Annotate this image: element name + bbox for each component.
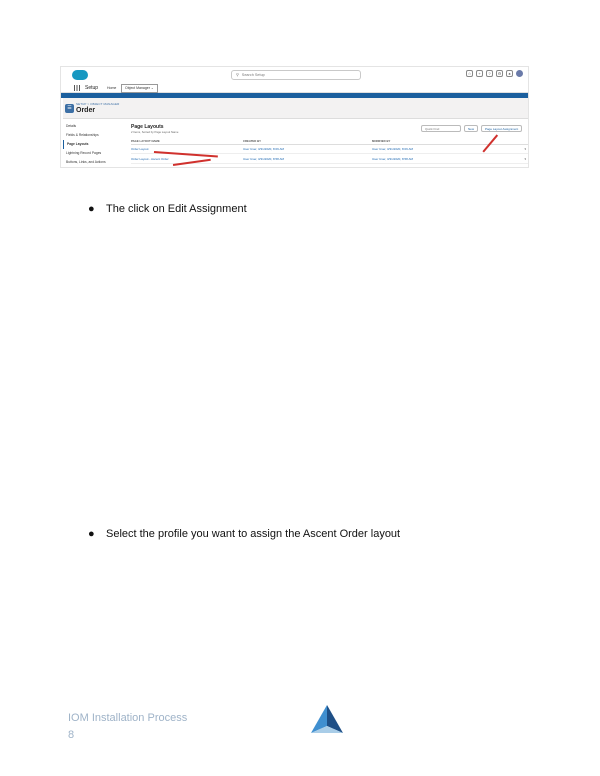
row-menu-icon[interactable]: ▾ [524, 157, 526, 161]
bullet-item [88, 528, 400, 540]
layers-icon: ☰ [65, 104, 74, 113]
layout-link[interactable]: Order Layout [131, 147, 149, 151]
new-button[interactable]: New [464, 125, 478, 132]
tab-object-manager[interactable] [121, 84, 158, 93]
app-nav [61, 83, 528, 93]
favorites-icon[interactable]: ☆ [467, 71, 472, 76]
sidebar-item-details[interactable]: Details [66, 124, 77, 128]
column-header[interactable]: MODIFIED BY [372, 139, 391, 143]
object-title: Order [76, 107, 96, 114]
bullet-text: The click on Edit Assignment [106, 203, 247, 215]
page-footer [68, 711, 187, 742]
bell-icon[interactable]: ♠ [506, 70, 513, 77]
sidebar-item-page-layouts[interactable]: Page Layouts [63, 140, 125, 149]
created-by[interactable]: User User, 3/31/2020, 8:58 AM [243, 157, 285, 161]
modified-by[interactable]: User User, 3/31/2020, 8:58 AM [372, 157, 414, 161]
panel-subtitle: 2 Items, Sorted by Page Layout Name [131, 130, 179, 134]
help-icon[interactable]: ? [486, 70, 493, 77]
bullet-item [88, 203, 247, 215]
app-launcher-icon[interactable] [74, 85, 80, 91]
bullet-text: Select the profile you want to assign the Ascent Order layout [106, 528, 401, 540]
object-header [63, 98, 528, 119]
layout-link[interactable]: Order Layout - Ascent Order [131, 157, 169, 161]
search-placeholder: Search Setup [241, 73, 265, 77]
company-logo [310, 704, 344, 734]
panel-title: Page Layouts [131, 124, 164, 130]
page-layout-assignment-button[interactable]: Page Layout Assignment [481, 125, 522, 132]
global-header [61, 67, 528, 83]
search-setup-input[interactable] [231, 70, 361, 80]
sidebar-item-fields[interactable]: Fields & Relationships [66, 133, 99, 137]
modified-by[interactable]: User User, 3/31/2020, 8:09 AM [372, 147, 414, 151]
avatar[interactable] [516, 70, 523, 77]
search-icon: ⚲ [236, 73, 239, 77]
sidebar-item-lightning-pages[interactable]: Lightning Record Pages [66, 151, 102, 155]
bullet-dot: ● [88, 528, 95, 540]
created-by[interactable]: User User, 3/31/2020, 8:09 AM [243, 147, 285, 151]
table-header [131, 138, 528, 145]
bullet-dot: ● [88, 203, 95, 215]
quick-find-input[interactable]: Quick Find [421, 125, 461, 132]
tab-object-manager-label: Object Manager [125, 86, 150, 90]
breadcrumb[interactable]: SETUP > OBJECT MANAGER [76, 102, 120, 106]
gear-icon[interactable]: ⚙ [497, 71, 502, 76]
row-menu-icon[interactable]: ▾ [524, 147, 526, 151]
sidebar [63, 122, 125, 167]
salesforce-screenshot [60, 66, 529, 168]
header-icons [466, 70, 523, 77]
add-icon[interactable]: + [476, 70, 483, 77]
footer-title: IOM Installation Process [68, 712, 188, 724]
column-header[interactable]: CREATED BY [243, 139, 261, 143]
tab-home[interactable]: Home [107, 86, 117, 90]
sidebar-item-buttons[interactable]: Buttons, Links, and Actions [66, 160, 106, 164]
chevron-down-icon: ⌄ [150, 86, 154, 90]
app-label: Setup [85, 85, 99, 91]
column-header[interactable]: PAGE LAYOUT NAME [131, 139, 160, 143]
salesforce-logo [72, 70, 88, 80]
page-number: 8 [68, 729, 75, 741]
